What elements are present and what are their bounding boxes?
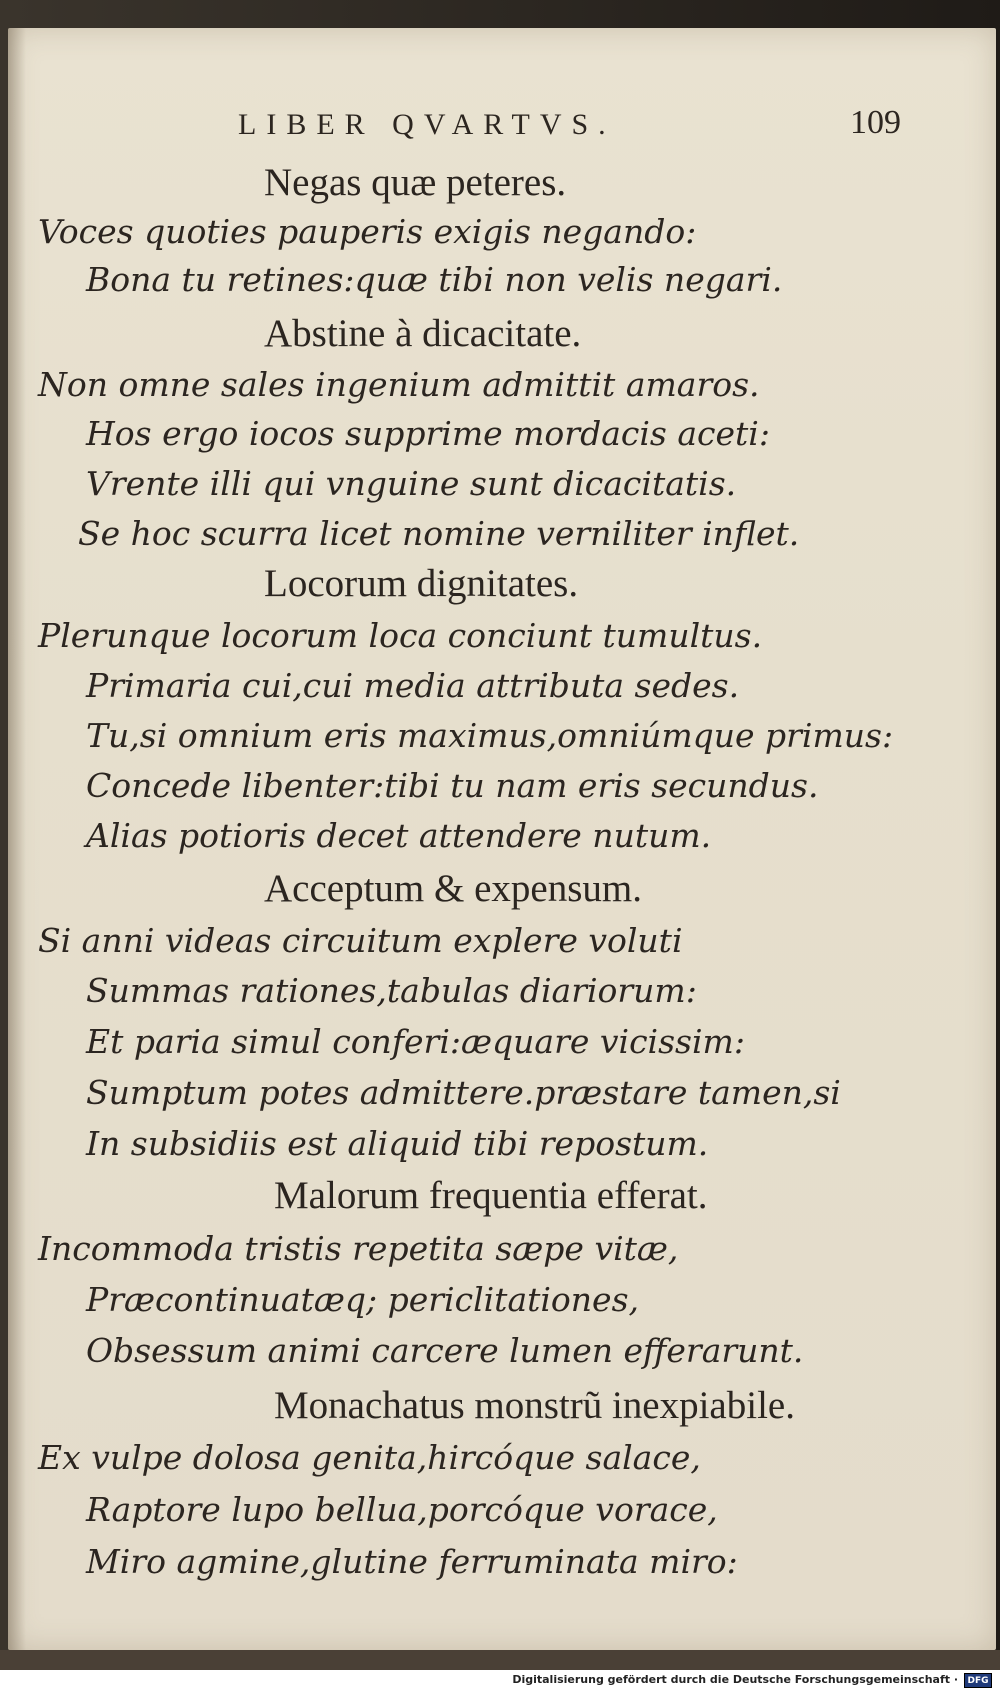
verse-line: Concede libenter:tibi tu nam eris secundus.	[86, 766, 819, 805]
verse-line: Se hoc scurra licet nomine verniliter inflet.	[78, 514, 800, 553]
verse-line: Alias potioris decet attendere nutum.	[86, 816, 712, 855]
section-heading: Abstine à dicacitate.	[264, 312, 582, 355]
page-number: 109	[850, 104, 901, 141]
verse-line: Vrente illi qui vnguine sunt dicacitatis.	[86, 464, 737, 503]
verse-line: Ex vulpe dolosa genita,hircóque salace,	[38, 1438, 701, 1477]
verse-line: Sumptum potes admittere.præstare tamen,si	[86, 1073, 841, 1112]
section-heading: Malorum frequentia efferat.	[274, 1174, 708, 1217]
verse-line: Hos ergo iocos supprime mordacis aceti:	[86, 414, 770, 453]
verse-line: Bona tu retines:quæ tibi non velis negari.	[86, 260, 783, 299]
book-page	[8, 28, 996, 1650]
verse-line: Incommoda tristis repetita sæpe vitæ,	[38, 1229, 679, 1268]
verse-line: Raptore lupo bellua,porcóque vorace,	[86, 1490, 718, 1529]
verse-line: Obsessum animi carcere lumen efferarunt.	[86, 1331, 804, 1370]
verse-line: Non omne sales ingenium admittit amaros.	[38, 365, 760, 404]
running-head: LIBER QVARTVS.	[238, 108, 616, 141]
section-heading: Negas quæ peteres.	[264, 161, 567, 204]
section-heading: Locorum dignitates.	[264, 562, 579, 605]
verse-line: In subsidiis est aliquid tibi repostum.	[86, 1124, 709, 1163]
verse-line: Miro agmine,glutine ferruminata miro:	[86, 1542, 738, 1581]
verse-line: Plerunque locorum loca conciunt tumultus.	[38, 616, 763, 655]
verse-line: Præcontinuatæq; periclitationes,	[86, 1280, 640, 1319]
dfg-logo-icon: DFG	[964, 1673, 992, 1688]
verse-line: Voces quoties pauperis exigis negando:	[38, 212, 697, 251]
verse-line: Summas rationes,tabulas diariorum:	[86, 971, 697, 1010]
digitization-credit-bar	[0, 1670, 1000, 1693]
verse-line: Si anni videas circuitum explere voluti	[38, 921, 683, 960]
section-heading: Acceptum & expensum.	[264, 867, 642, 910]
verse-line: Et paria simul conferi:æquare vicissim:	[86, 1022, 745, 1061]
verse-line: Tu,si omnium eris maximus,omniúmque primus:	[86, 716, 894, 755]
digitization-credit: Digitalisierung gefördert durch die Deutsche Forschungsgemeinschaft ·	[512, 1673, 958, 1686]
verse-line: Primaria cui,cui media attributa sedes.	[86, 666, 740, 705]
page-bottom-edge	[0, 1650, 1000, 1670]
section-heading: Monachatus monstrũ inexpiabile.	[274, 1384, 795, 1427]
